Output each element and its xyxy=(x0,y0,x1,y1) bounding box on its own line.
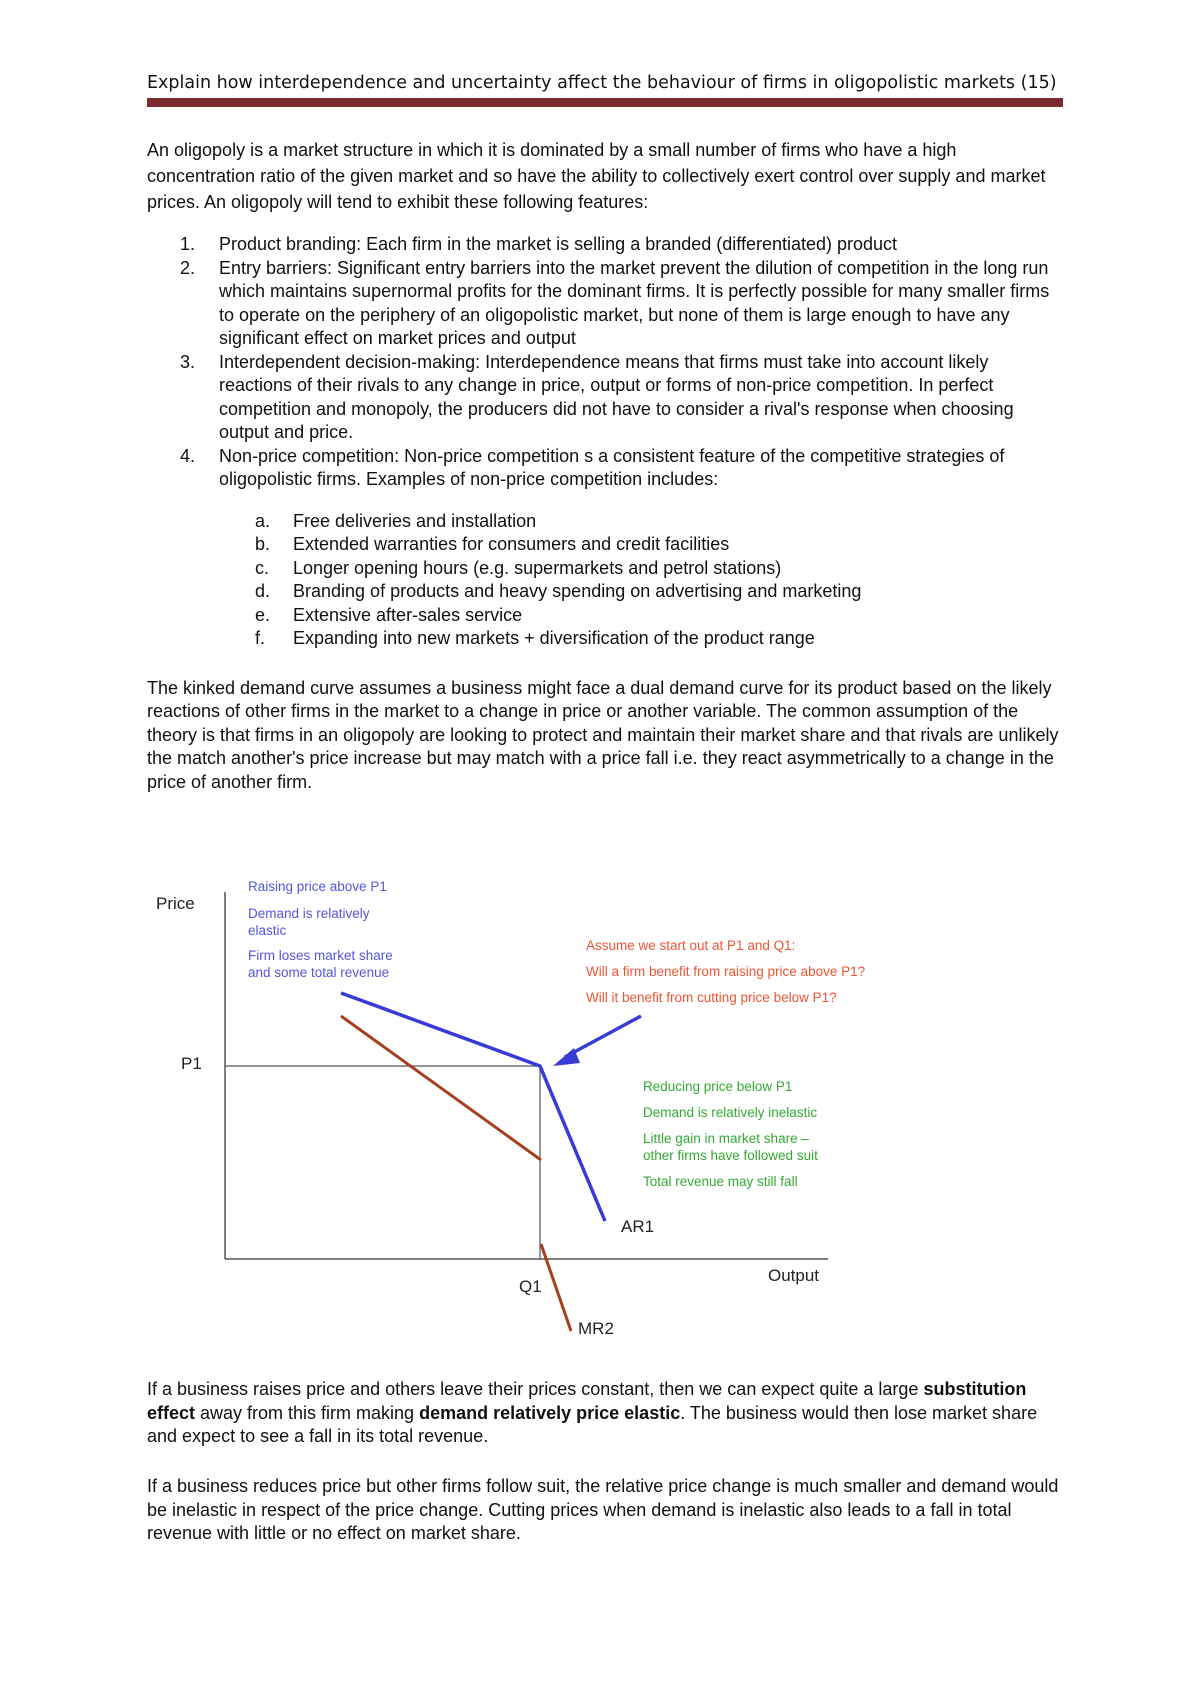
green-note: Total revenue may still fall xyxy=(643,1174,798,1189)
list-letter: a. xyxy=(255,510,271,531)
x-axis-label: Output xyxy=(768,1266,820,1285)
blue-note: Demand is relatively xyxy=(248,906,370,921)
page-title: Explain how interdependence and uncertainty affect the behaviour of firms in oligopolistic markets (15) xyxy=(147,73,1057,93)
green-note: other firms have followed suit xyxy=(643,1148,818,1163)
list-letter: b. xyxy=(255,534,271,554)
green-note: Demand is relatively inelastic xyxy=(643,1105,818,1120)
list-text: Branding of products and heavy spending on advertising and marketing xyxy=(293,581,862,601)
blue-note: elastic xyxy=(248,923,287,938)
red-note: Assume we start out at P1 and Q1: xyxy=(586,938,796,953)
blue-note: Firm loses market share xyxy=(248,948,393,963)
list-text: Product branding: Each firm in the market is selling a branded (differentiated) product xyxy=(219,234,898,254)
list-number: 2. xyxy=(180,257,196,278)
red-note: Will a firm benefit from raising price above P1? xyxy=(586,964,866,979)
list-text: Extensive after-sales service xyxy=(293,604,523,625)
ar1-label: AR1 xyxy=(621,1217,655,1236)
list-text: Interdependent decision-making: Interdependence means that firms must take into account likely reactions of their rivals to any change in price, output or forms of non-price competition. In perfect competition and monopoly, the producers did not have to consider a rival's response when choosing output and price. xyxy=(219,351,1014,442)
bold-term: demand relatively price elastic xyxy=(419,1402,681,1423)
list-number: 3. xyxy=(180,351,196,372)
list-number: 4. xyxy=(180,445,196,466)
green-note: Reducing price below P1 xyxy=(643,1079,793,1094)
demand-curve-ar1 xyxy=(341,993,605,1221)
list-letter: f. xyxy=(255,628,266,648)
pointer-arrow-line xyxy=(565,1016,641,1057)
p1-label: P1 xyxy=(181,1054,202,1073)
q1-label: Q1 xyxy=(519,1277,542,1296)
substitution-effect-paragraph: If a business raises price and others leave their prices constant, then we can expect quite a large substitution effect away from this firm making demand relatively price elastic. The business would then lose market share and expect to see a fall in its total revenue. xyxy=(147,1379,1038,1446)
mr-curve-lower xyxy=(541,1244,571,1331)
list-text: Extended warranties for consumers and credit facilities xyxy=(293,534,730,554)
list-number: 1. xyxy=(180,234,196,254)
list-letter: d. xyxy=(255,581,271,601)
blue-note: and some total revenue xyxy=(248,965,390,980)
mr2-label: MR2 xyxy=(578,1319,614,1338)
list-text: Longer opening hours (e.g. supermarkets and petrol stations) xyxy=(293,557,782,578)
blue-note: Raising price above P1 xyxy=(248,879,387,894)
red-note: Will it benefit from cutting price below P1? xyxy=(586,990,837,1005)
intro-paragraph: An oligopoly is a market structure in which it is dominated by a small number of firms who have a high concentration ratio of the given market and so have the ability to collectively exert control over supply and market prices. An oligopoly will tend to exhibit these following features: xyxy=(147,140,1046,212)
list-letter: e. xyxy=(255,604,271,625)
bold-term: substitution effect xyxy=(147,1379,1027,1423)
list-text: Entry barriers: Significant entry barriers into the market prevent the dilution of competition in the long run which maintains supernormal profits for the dominant firms. It is perfectly possible for many smaller firms to operate on the periphery of an oligopolistic market, but none of them is large enough to have any significant effect on market prices and output xyxy=(219,257,1050,348)
list-text: Free deliveries and installation xyxy=(293,510,537,531)
mr-curve-upper xyxy=(341,1016,541,1160)
list-letter: c. xyxy=(255,557,270,578)
green-note: Little gain in market share – xyxy=(643,1131,809,1146)
list-text: Expanding into new markets + diversification of the product range xyxy=(293,628,815,648)
list-text: Non-price competition: Non-price competition s a consistent feature of the competitive strategies of oligopolistic firms. Examples of non-price competition includes: xyxy=(219,445,1005,489)
price-reduction-paragraph: If a business reduces price but other firms follow suit, the relative price change is much smaller and demand would be inelastic in respect of the price change. Cutting prices when demand is inelastic also leads to a fall in total revenue with little or no effect on market share. xyxy=(147,1476,1059,1543)
kinked-demand-paragraph: The kinked demand curve assumes a business might face a dual demand curve for its product based on the likely reactions of other firms in the market to a change in price or another variable. The common assumption of the theory is that firms in an oligopoly are looking to protect and maintain their market share and that rivals are unlikely the match another's price increase but may match with a price fall i.e. they react asymmetrically to a change in the price of another firm. xyxy=(147,677,1059,792)
y-axis-label: Price xyxy=(156,894,195,913)
